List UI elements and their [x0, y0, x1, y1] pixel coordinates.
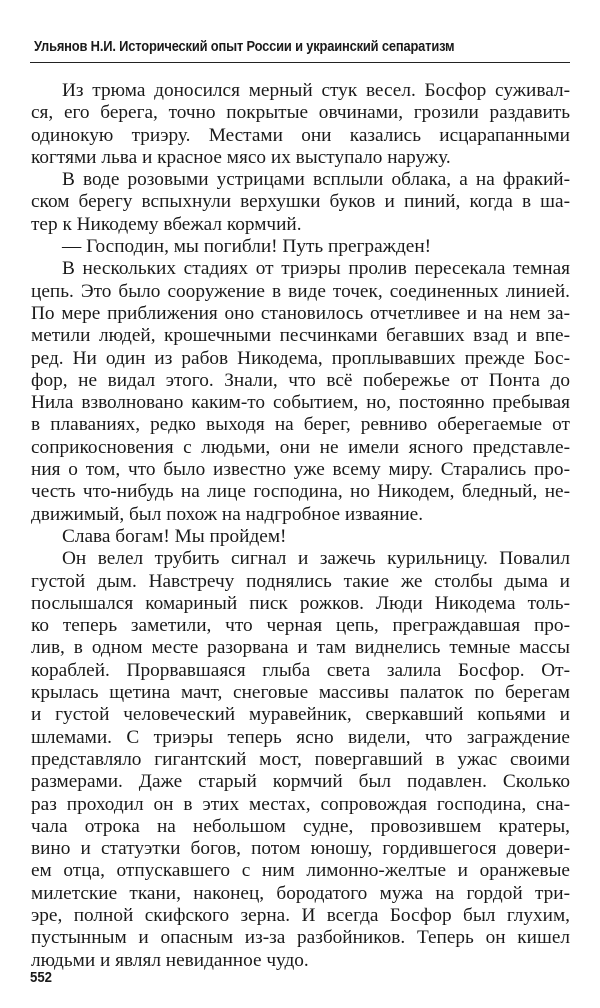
text-line: лив, в одном месте разорвана и там виднелись темные массы — [31, 637, 570, 659]
running-header: Ульянов Н.И. Исторический опыт России и украинский сепаратизм — [34, 38, 455, 55]
text-line: крылась щетина мачт, снеговые массивы палаток по берегам — [31, 682, 570, 704]
text-line: честь что-нибудь на лице господина, но Никодем, бледный, не- — [31, 481, 570, 503]
text-line: представляло гигантский мост, повергавший в ужас своими — [31, 748, 570, 770]
text-line: в плаваниях, редко выходя на берег, ревниво оберегаемые от — [31, 414, 570, 436]
text-line: Нила взволновано каким-то событием, но, постоянно пребывая — [31, 392, 570, 414]
page-number: 552 — [30, 969, 53, 986]
text-line: тер к Никодему вбежал кормчий. — [31, 213, 302, 235]
text-line: Из трюма доносился мерный стук весел. Босфор суживал- — [62, 80, 570, 101]
text-line: людьми и являл невиданное чудо. — [31, 949, 309, 971]
text-line: послышался комариный писк рожков. Люди Никодема толь- — [31, 592, 570, 614]
text-line: шлемами. С триэры теперь ясно видели, что заграждение — [31, 726, 570, 748]
header-rule — [30, 62, 570, 63]
text-line: когтями льва и красное мясо их выступало наружу. — [31, 146, 451, 168]
dialogue-line: — Господин, мы погибли! Путь прегражден! — [62, 236, 432, 258]
text-line: соприкосновения с людьми, они не имели ясного представле- — [31, 436, 570, 458]
text-line: милетские ткани, наконец, бородатого мужа на гордой три- — [31, 882, 570, 904]
text-line: и густой человеческий муравейник, сверкавший копьями и — [31, 704, 570, 726]
text-line: ся, его берега, точно покрытые овчинами, грозили раздавить — [31, 102, 570, 124]
text-line: В нескольких стадиях от триэры пролив пересекала темная — [62, 258, 570, 280]
text-line: густой дым. Навстречу поднялись такие же столбы дыма и — [31, 570, 570, 592]
text-line: кораблей. Прорвавшаяся глыба света залила Босфор. От- — [31, 659, 570, 681]
dialogue-line: Слава богам! Мы пройдем! — [62, 525, 287, 547]
text-line: размерами. Даже старый кормчий был подавлен. Сколько — [31, 771, 570, 793]
text-line: чала отрока на небольшом судне, провозившем кратеры, — [31, 815, 570, 837]
body-text — [31, 80, 570, 972]
text-line: движимый, был похож на надгробное изваяние. — [31, 503, 424, 525]
text-line: эре, полной скифского зерна. И всегда Босфор был глухим, — [31, 904, 570, 926]
text-line: ния о том, что было известно уже всему миру. Старались про- — [31, 459, 570, 481]
text-line: раз проходил он в этих местах, сопровождая господина, сна- — [31, 793, 570, 815]
text-line: фор, не видал этого. Знали, что всё побережье от Понта до — [31, 369, 570, 391]
text-line: метили людей, крошечными песчинками бегавших взад и впе- — [31, 325, 570, 347]
text-line: Он велел трубить сигнал и зажечь курильницу. Повалил — [62, 548, 570, 570]
text-line: ем отца, отпускавшего с ним лимонно-желтые и оранжевые — [31, 860, 570, 882]
text-line: ко теперь заметили, что черная цепь, преграждавшая про- — [31, 615, 570, 637]
text-line: В воде розовыми устрицами всплыли облака, а на фракий- — [62, 169, 570, 191]
text-line: ред. Ни один из рабов Никодема, проплывавших прежде Бос- — [31, 347, 570, 369]
text-line: пустынным и опасным из-за разбойников. Теперь он кишел — [31, 927, 570, 949]
text-line: вино и статуэтки богов, потом юношу, гордившегося довери- — [31, 838, 570, 860]
text-line: ском берегу вспыхнули верхушки буков и пиний, когда в ша- — [31, 191, 570, 213]
text-line: одинокую триэру. Местами они казались исцарапанными — [31, 124, 570, 146]
text-line: цепь. Это было сооружение в виде точек, соединенных линией. — [31, 280, 570, 302]
text-line: По мере приближения оно становилось отчетливее и на нем за- — [31, 302, 570, 324]
